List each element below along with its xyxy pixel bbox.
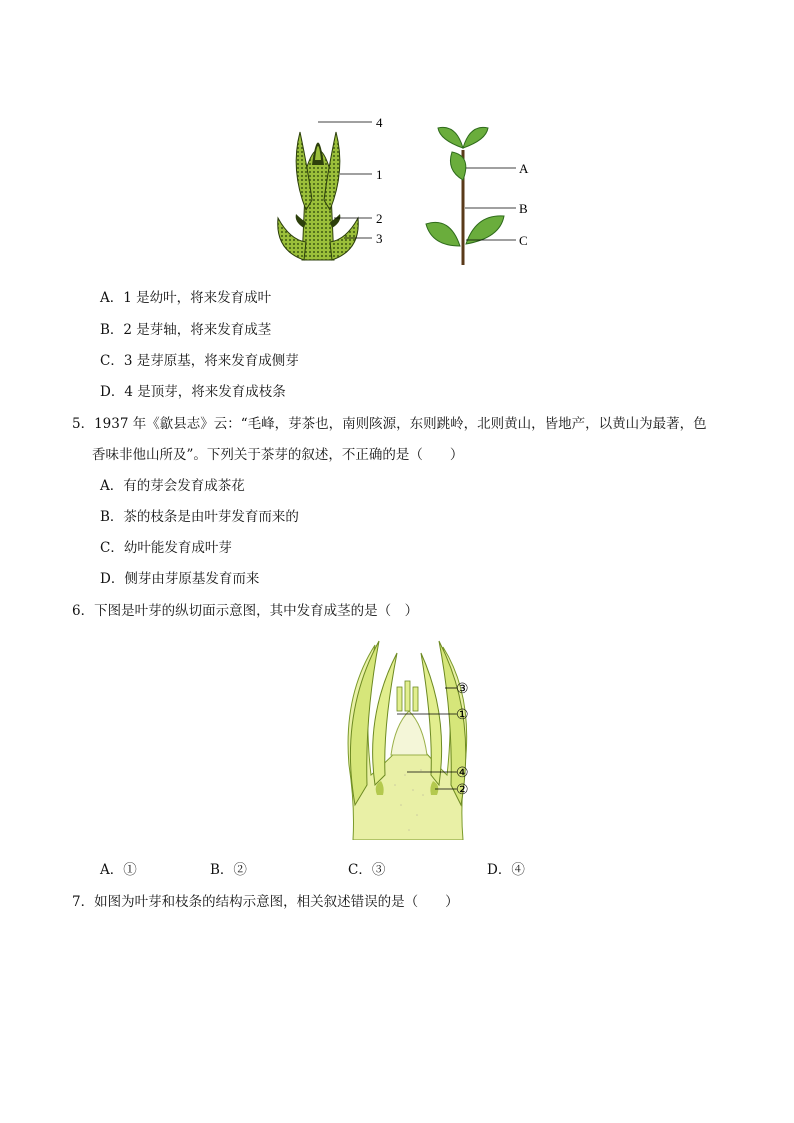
branch-label-a: A [519, 161, 529, 176]
q6-option-b: B．② [210, 862, 247, 878]
bud-label-3: 3 [376, 231, 383, 246]
bud-label-4: 4 [376, 115, 383, 130]
branch-label-c: C [519, 233, 528, 248]
section-label-1: ① [456, 708, 469, 723]
figure-leaf-bud-section [335, 635, 485, 840]
q5-stem-line2: 香味非他山所及”。下列关于茶芽的叙述，不正确的是（ ） [92, 447, 464, 463]
q4-option-c: C．3 是芽原基，将来发育成侧芽 [100, 353, 299, 369]
q5-option-d: D．侧芽由芽原基发育而来 [100, 571, 260, 587]
q6-option-d: D．④ [487, 862, 525, 878]
q4-option-a: A．1 是幼叶，将来发育成叶 [100, 290, 272, 306]
q4-option-b: B．2 是芽轴，将来发育成茎 [100, 322, 272, 338]
section-label-2: ② [456, 783, 469, 798]
q5-stem-line1: 5．1937 年《歙县志》云：“毛峰，芽茶也，南则陔源，东则跳岭，北则黄山，皆地产，以黄山为最著，色 [72, 416, 707, 432]
bud-label-2: 2 [376, 211, 383, 226]
q6-stem: 6．下图是叶芽的纵切面示意图，其中发育成茎的是（ ） [72, 603, 419, 619]
branch-label-b: B [519, 201, 528, 216]
q5-option-a: A．有的芽会发育成茶花 [100, 478, 245, 494]
q6-option-c: C．③ [348, 862, 386, 878]
bud-label-1: 1 [376, 167, 383, 182]
branch-drawing [426, 127, 516, 265]
q5-option-b: B．茶的枝条是由叶芽发育而来的 [100, 509, 299, 525]
figure-bud-and-branch [260, 110, 560, 275]
q4-option-d: D．4 是顶芽，将来发育成枝条 [100, 384, 286, 400]
q7-stem: 7．如图为叶芽和枝条的结构示意图，相关叙述错误的是（ ） [72, 894, 459, 910]
section-label-3: ③ [456, 682, 469, 697]
section-label-4: ④ [456, 766, 469, 781]
q6-option-a: A．① [100, 862, 137, 878]
q5-option-c: C．幼叶能发育成叶芽 [100, 540, 232, 556]
leaf-bud-drawing [278, 122, 372, 260]
